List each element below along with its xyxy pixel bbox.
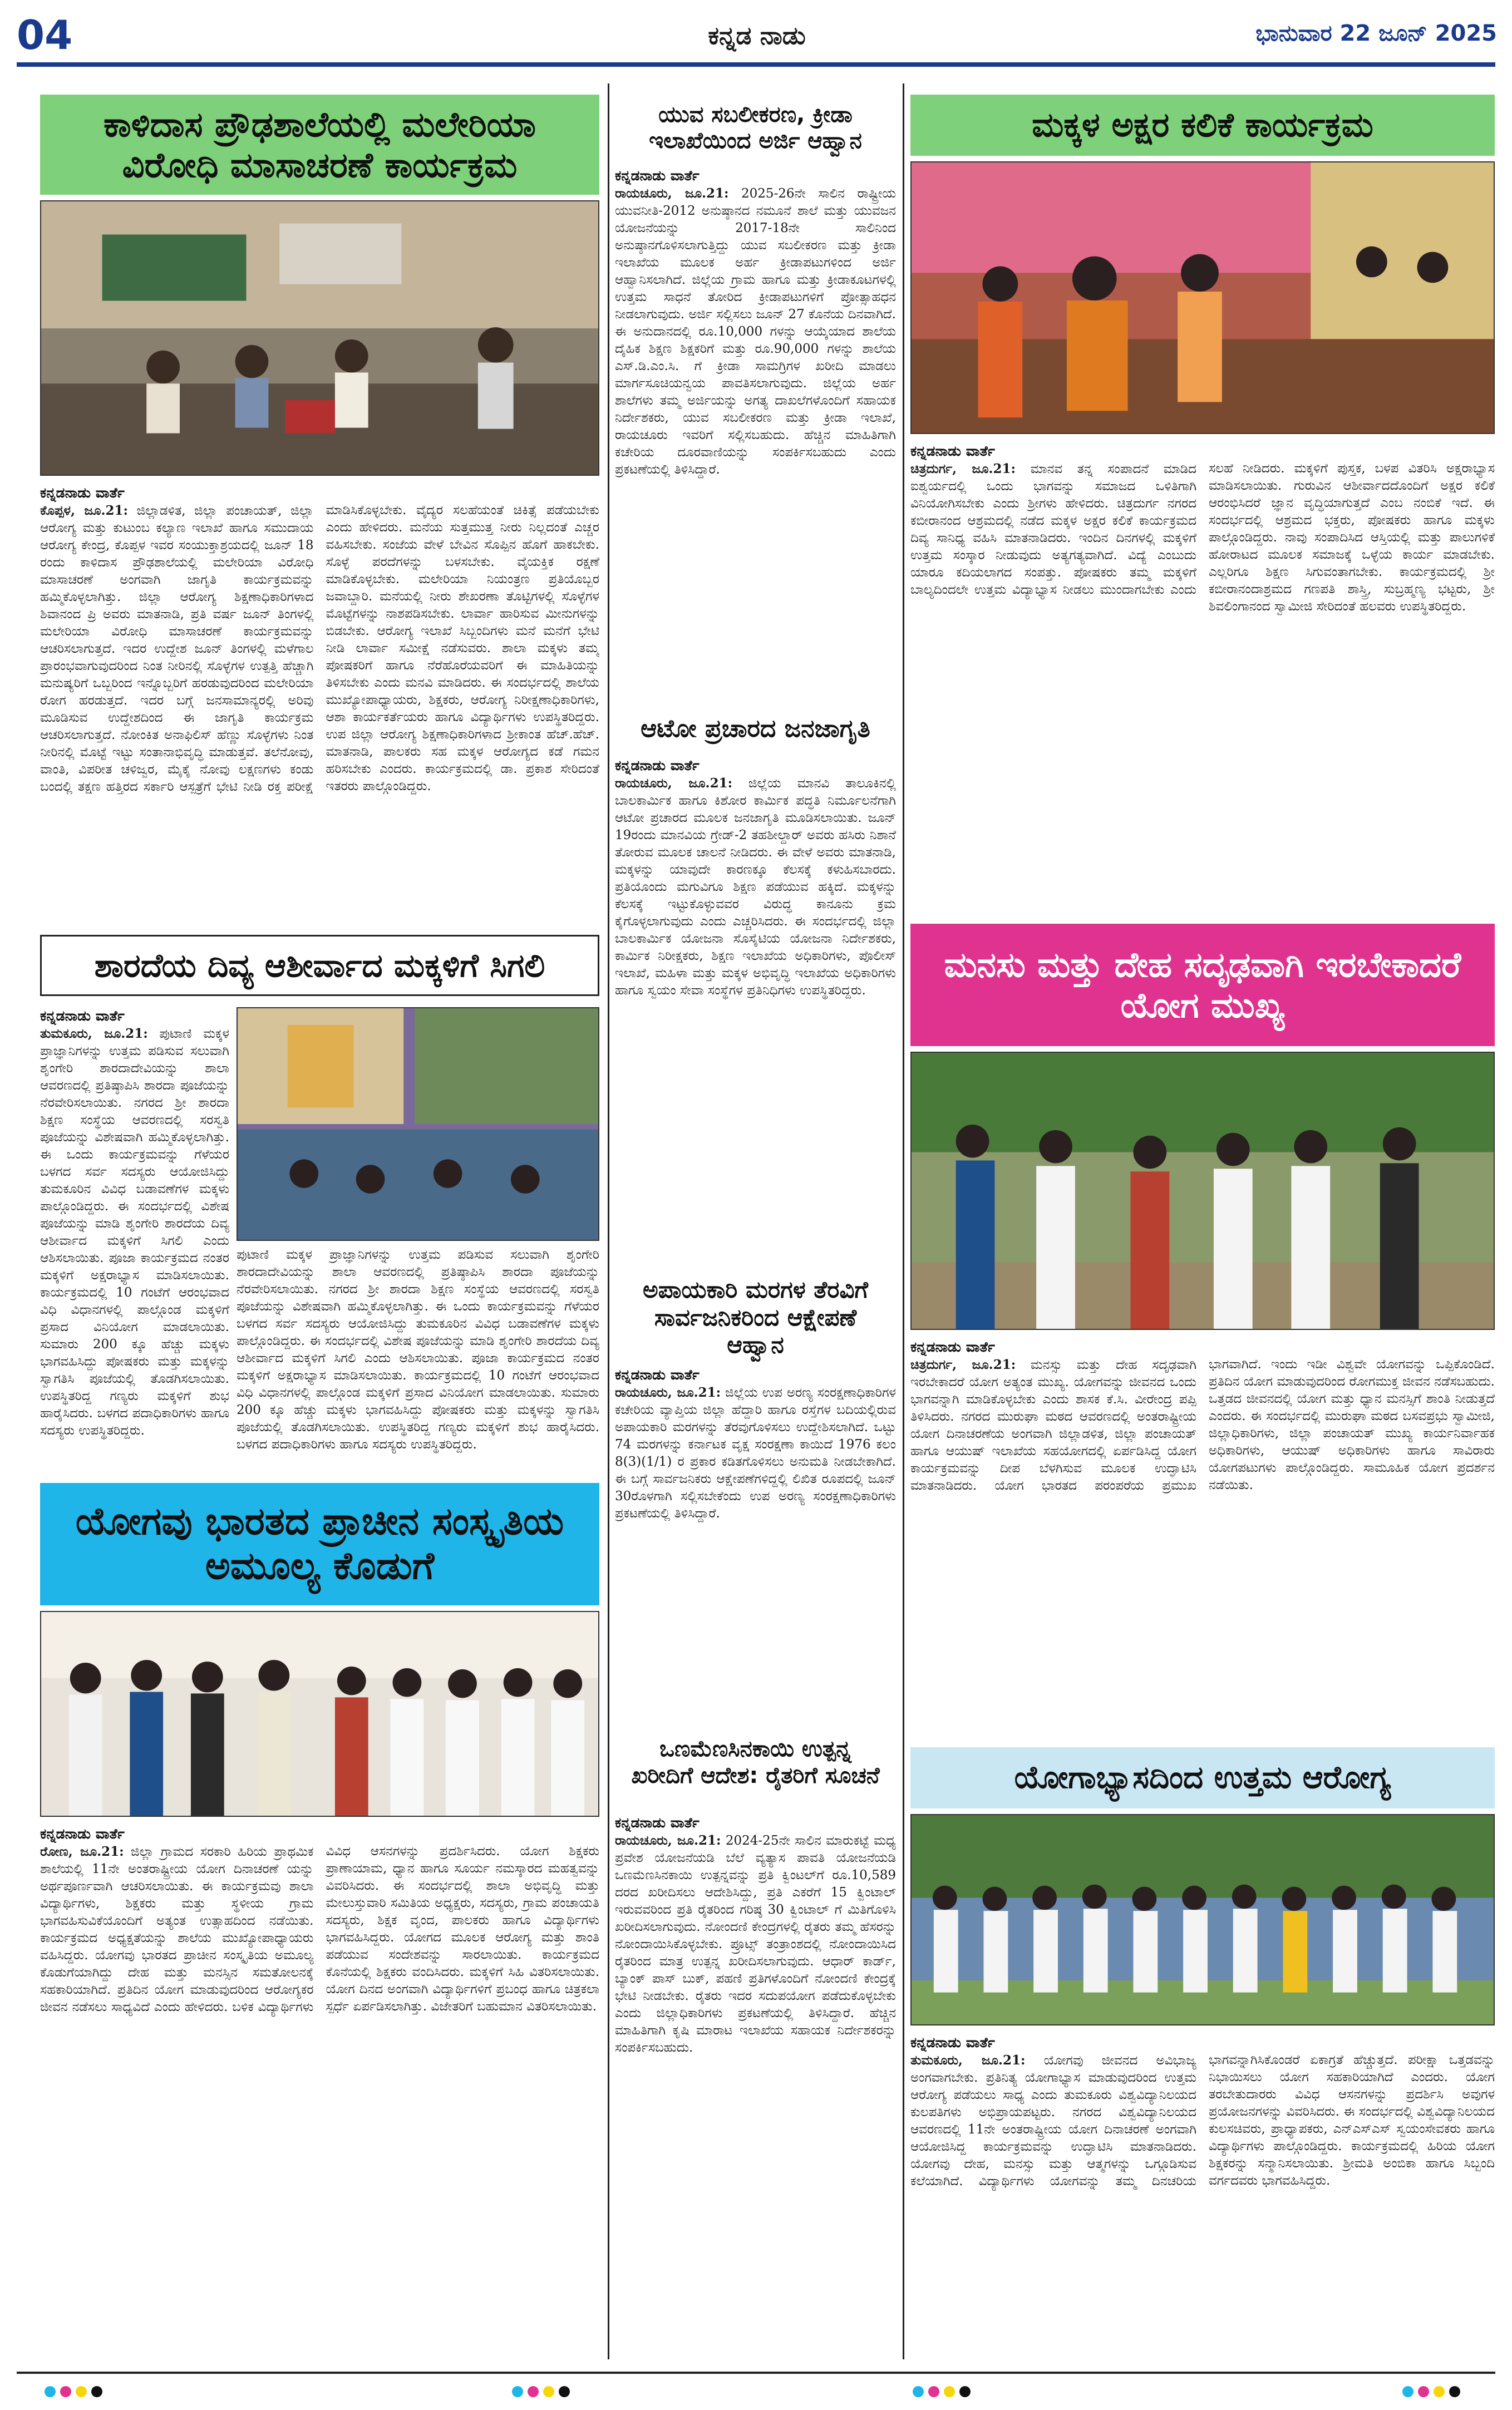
article-text: ಪುಟಾಣಿ ಮಕ್ಕಳ ಪ್ರಾಜ್ಞಾನಿಗಳನ್ನು ಉತ್ತಮ ಪಡಿಸುವ ಸಲುವಾಗಿ ಶೃಂಗೇರಿ ಶಾರದಾದೇವಿಯನ್ನು ಶಾಲಾ ಆವರಣದಲ್ಲಿ ಪ್ರತಿಷ್ಠಾಪಿಸಿ ಶಾರದಾ ಪೂಜೆಯನ್ನು ನೆರವೇರಿಸಲಾಯಿತು. ನಗರದ ಶ್ರೀ ಶಾರದಾ ಶಿಕ್ಷಣ ಸಂಸ್ಥೆಯ ಆವರಣದಲ್ಲಿ ಸರಸ್ವತಿ ಪೂಜೆಯನ್ನು ವಿಶೇಷವಾಗಿ ಹಮ್ಮಿಕೊಳ್ಳಲಾಗಿತ್ತು. ಈ ಒಂದು ಕಾರ್ಯಕ್ರಮವನ್ನು ಗೆಳೆಯರ ಬಳಗದ ಸರ್ವ ಸದಸ್ಯರು ಆಯೋಜಿಸಿದ್ದು ತುಮಕೂರಿನ ವಿವಿಧ ಬಡಾವಣೆಗಳ ಮಕ್ಕಳು ಪಾಲ್ಗೊಂಡಿದ್ದರು. ಈ ಸಂದರ್ಭದಲ್ಲಿ ವಿಶೇಷ ಪೂಜೆಯನ್ನು ಮಾಡಿ ಶೃಂಗೇರಿ ಶಾರದೆಯ ದಿವ್ಯ ಆಶೀರ್ವಾದ ಮಕ್ಕಳಿಗೆ ಸಿಗಲಿ ಎಂದು ಆಶಿಸಲಾಯಿತು. ಪೂಜಾ ಕಾರ್ಯಕ್ರಮದ ನಂತರ ಮಕ್ಕಳಿಗೆ ಅಕ್ಷರಾಭ್ಯಾಸ ಮಾಡಿಸಲಾಯಿತು. ಕಾರ್ಯಕ್ರಮದಲ್ಲಿ 10 ಗಂಟೆಗೆ ಆರಂಭವಾದ ವಿಧಿ ವಿಧಾನಗಳಲ್ಲಿ ಪಾಲ್ಗೊಂಡ ಮಕ್ಕಳಿಗೆ ಪ್ರಸಾದ ವಿನಿಯೋಗ ಮಾಡಲಾಯಿತು. ಸುಮಾರು 200 ಕ್ಕೂ ಹೆಚ್ಚು ಮಕ್ಕಳು ಭಾಗವಹಿಸಿದ್ದು ಪೋಷಕರು ಮತ್ತು ಮಕ್ಕಳನ್ನು ಸ್ವಾಗತಿಸಿ ಪೂಜೆಯಲ್ಲಿ ತೊಡಗಿಸಲಾಯಿತು. ಉಪಸ್ಥಿತರಿದ್ದ ಗಣ್ಯರು ಮಕ್ಕಳಿಗೆ ಶುಭ ಹಾರೈಸಿದರು. ಬಳಗದ ಪದಾಧಿಕಾರಿಗಳು ಹಾಗೂ ಸದಸ್ಯರು ಉಪಸ್ಥಿತರಿದ್ದರು. xyxy=(237,1248,599,1452)
cyan-dot xyxy=(1402,2386,1414,2397)
article-text: 2024-25ನೇ ಸಾಲಿನ ಮಾರುಕಟ್ಟೆ ಮಧ್ಯ ಪ್ರವೇಶ ಯೋಜನೆಯಡಿ ಬೆಲೆ ವ್ಯತ್ಯಾಸ ಪಾವತಿ ಯೋಜನೆಯಡಿ ಒಣಮೆಣಸಿನಕಾಯಿ ಉತ್ಪನ್ನವನ್ನು ಪ್ರತಿ ಕ್ವಿಂಟಲ್‌ಗೆ ರೂ.10,589 ದರದ ಖರೀದಿಸಲು ಆದೇಶಿಸಿದ್ದು, ಪ್ರತಿ ಎಕರೆಗೆ 15 ಕ್ವಿಂಟಾಲ್ ಇರುವವರಿಂದ ಪ್ರತಿ ರೈತರಿಂದ ಗರಿಷ್ಠ 30 ಕ್ವಿಂಟಾಲ್ ಗೆ ಮಿತಿಗೊಳಿಸಿ ಖರೀದಿಸಲಾಗುವುದು. ನೋಂದಣಿ ಕೇಂದ್ರಗಳಲ್ಲಿ ರೈತರು ತಮ್ಮ ಹೆಸರನ್ನು ನೋಂದಾಯಿಸಿಕೊಳ್ಳಬೇಕು. ಪ್ರೂಟ್ಸ್ ತಂತ್ರಾಂಶದಲ್ಲಿ ನೋಂದಾಯಿಸಿದ ರೈತರಿಂದ ಮಾತ್ರ ಉತ್ಪನ್ನ ಖರೀದಿಸಲಾಗುವುದು. ಆಧಾರ್ ಕಾರ್ಡ್, ಬ್ಯಾಂಕ್ ಪಾಸ್ ಬುಕ್, ಪಹಣಿ ಪ್ರತಿಗಳೊಂದಿಗೆ ನೋಂದಣಿ ಕೇಂದ್ರಕ್ಕೆ ಭೇಟಿ ನೀಡಬೇಕು. ರೈತರು ಇದರ ಸದುಪಯೋಗ ಪಡೆದುಕೊಳ್ಳಬೇಕು ಎಂದು ಜಿಲ್ಲಾಧಿಕಾರಿಗಳು ಪ್ರಕಟಣೆಯಲ್ಲಿ ತಿಳಿಸಿದ್ದಾರೆ. ಹೆಚ್ಚಿನ ಮಾಹಿತಿಗಾಗಿ ಕೃಷಿ ಮಾರಾಟ ಇಲಾಖೆಯ ಸಹಾಯಕ ನಿರ್ದೇಶಕರನ್ನು ಸಂಪರ್ಕಿಸಬಹುದು. xyxy=(615,1834,896,2055)
article-body xyxy=(615,775,896,1264)
article-body-continued xyxy=(237,1246,599,1463)
article-text: ಜಿಲ್ಲೆಯ ಉಪ ಅರಣ್ಯ ಸಂರಕ್ಷಣಾಧಿಕಾರಿಗಳ ಕಚೇರಿಯ ವ್ಯಾಪ್ತಿಯ ಜಿಲ್ಲಾ ಹೆದ್ದಾರಿ ಹಾಗೂ ರಸ್ತೆಗಳ ಬದಿಯಲ್ಲಿರುವ ಅಪಾಯಕಾರಿ ಮರಗಳನ್ನು ತೆರವುಗೊಳಿಸಲು ಉದ್ದೇಶಿಸಲಾಗಿದೆ. ಒಟ್ಟು 74 ಮರಗಳನ್ನು ಕರ್ನಾಟಕ ವೃಕ್ಷ ಸಂರಕ್ಷಣಾ ಕಾಯಿದೆ 1976 ಕಲಂ 8(3)(1/1) ರ ಪ್ರಕಾರ ಕಡಿತಗೊಳಿಸಲು ಅನುಮತಿ ನೀಡಬೇಕಾಗಿದೆ. ಈ ಬಗ್ಗೆ ಸಾರ್ವಜನಿಕರು ಆಕ್ಷೇಪಣೆಗಳಿದ್ದಲ್ಲಿ ಲಿಖಿತ ರೂಪದಲ್ಲಿ ಜೂನ್ 30ರೊಳಗಾಗಿ ಸಲ್ಲಿಸಬೇಕೆಂದು ಉಪ ಅರಣ್ಯ ಸಂರಕ್ಷಣಾಧಿಕಾರಿಗಳು ಪ್ರಕಟಣೆಯಲ್ಲಿ ತಿಳಿಸಿದ್ದಾರೆ. xyxy=(615,1386,896,1521)
sharada-article-cont xyxy=(237,1246,599,1463)
page-number: 04 xyxy=(17,12,73,58)
cyan-dot xyxy=(45,2386,56,2397)
yellow-dot xyxy=(1434,2386,1445,2397)
onion-headline: ಒಣಮೆಣಸಿನಕಾಯಿ ಉತ್ಪನ್ನ ಖರೀದಿಗೆ ಆದೇಶ: ರೈತರಿಗೆ ಸೂಚನೆ xyxy=(631,1736,880,1788)
byline: ಕನ್ನಡನಾಡು ವಾರ್ತೆ xyxy=(40,1008,125,1024)
group-photo-image xyxy=(912,1815,1494,2024)
byline: ಕನ್ನಡನಾಡು ವಾರ್ತೆ xyxy=(910,443,995,459)
malaria-article xyxy=(40,484,599,918)
article-text: ಮನಸ್ಸು ಮತ್ತು ದೇಹ ಸದೃಢವಾಗಿ ಇರಬೇಕಾದರೆ ಯೋಗ ಅತ್ಯಂತ ಮುಖ್ಯ. ಯೋಗವನ್ನು ಜೀವನದ ಒಂದು ಭಾಗವನ್ನಾಗಿ ಮಾಡಿಕೊಳ್ಳಬೇಕು ಎಂದು ಶಾಸಕ ಕೆ.ಸಿ. ವೀರೇಂದ್ರ ಪಪ್ಪಿ ತಿಳಿಸಿದರು. ನಗರದ ಮುರುಘಾ ಮಠದ ಆವರಣದಲ್ಲಿ ಅಂತರಾಷ್ಟ್ರೀಯ ಯೋಗ ದಿನಾಚರಣೆಯ ಅಂಗವಾಗಿ ಜಿಲ್ಲಾಡಳಿತ, ಜಿಲ್ಲಾ ಪಂಚಾಯತ್ ಹಾಗೂ ಆಯುಷ್ ಇಲಾಖೆಯ ಸಹಯೋಗದಲ್ಲಿ ಏರ್ಪಡಿಸಿದ್ದ ಯೋಗ ಕಾರ್ಯಕ್ರಮವನ್ನು ದೀಪ ಬೆಳಗಿಸುವ ಮೂಲಕ ಉದ್ಘಾಟಿಸಿ ಮಾತನಾಡಿದರು. ಯೋಗ ಭಾರತದ ಪರಂಪರೆಯ ಪ್ರಮುಖ ಭಾಗವಾಗಿದೆ. ಇಂದು ಇಡೀ ವಿಶ್ವವೇ ಯೋಗವನ್ನು ಒಪ್ಪಿಕೊಂಡಿದೆ. ಪ್ರತಿದಿನ ಯೋಗ ಮಾಡುವುದರಿಂದ ರೋಗಮುಕ್ತ ಜೀವನ ನಡೆಸಬಹುದು. ಒತ್ತಡದ ಜೀವನದಲ್ಲಿ ಯೋಗ ಮತ್ತು ಧ್ಯಾನ ಮನಸ್ಸಿಗೆ ಶಾಂತಿ ನೀಡುತ್ತದೆ ಎಂದರು. ಈ ಸಂದರ್ಭದಲ್ಲಿ ಮುರುಘಾ ಮಠದ ಬಸವಪ್ರಭು ಸ್ವಾಮೀಜಿ, ಜಿಲ್ಲಾಧಿಕಾರಿಗಳು, ಜಿಲ್ಲಾ ಪಂಚಾಯತ್ ಮುಖ್ಯ ಕಾರ್ಯನಿರ್ವಾಹಕ ಅಧಿಕಾರಿಗಳು, ಆಯುಷ್ ಅಧಿಕಾರಿಗಳು ಹಾಗೂ ಸಾವಿರಾರು ಯೋಗಪಟುಗಳು ಪಾಲ್ಗೊಂಡಿದ್ದರು. ಸಾಮೂಹಿಕ ಯೋಗ ಪ್ರದರ್ಶನ ನಡೆಯಿತು. xyxy=(910,1357,1495,1493)
color-registration-marks-right-2 xyxy=(1402,2386,1460,2397)
auto-awareness-article xyxy=(615,757,896,1269)
sharada-headline: ಶಾರದೆಯ ದಿವ್ಯ ಆಶೀರ್ವಾದ ಮಕ್ಕಳಿಗೆ ಸಿಗಲಿ xyxy=(40,935,599,996)
article-body xyxy=(615,185,896,697)
yoga-heritage-headline: ಯೋಗವು ಭಾರತದ ಪ್ರಾಚೀನ ಸಂಸ್ಕೃತಿಯ ಅಮೂಲ್ಯ ಕೊಡುಗೆ xyxy=(40,1483,599,1605)
article-body xyxy=(615,1384,896,1707)
lamp-lighting-image xyxy=(912,1053,1494,1329)
children-letters-article xyxy=(910,442,1495,904)
children-letters-photo xyxy=(910,161,1495,434)
header-date: ಭಾನುವಾರ 22 ಜೂನ್ 2025 xyxy=(1255,21,1497,46)
dateline: ಚಿತ್ರದುರ್ಗ, ಜೂ.21: xyxy=(910,461,1016,476)
auto-awareness-headline: ಆಟೋ ಪ್ರಚಾರದ ಜನಜಾಗೃತಿ xyxy=(641,714,870,743)
cyan-dot xyxy=(913,2386,924,2397)
sharada-article xyxy=(40,1007,229,1463)
magenta-dot xyxy=(528,2386,539,2397)
dateline: ರಾಯಚೂರು, ಜೂ.21: xyxy=(615,186,729,201)
black-dot xyxy=(91,2386,102,2397)
yoga-heritage-article xyxy=(40,1825,599,2359)
dateline: ರಾಯಚೂರು, ಜೂ.21: xyxy=(615,1833,721,1848)
children-letters-headline: ಮಕ್ಕಳ ಅಕ್ಷರ ಕಲಿಕೆ ಕಾರ್ಯಕ್ರಮ xyxy=(910,95,1495,156)
onion-article xyxy=(615,1814,896,2359)
article-text: ಜಿಲ್ಲೆಯ ಮಾನವಿ ತಾಲೂಕಿನಲ್ಲಿ ಬಾಲಕಾರ್ಮಿಕ ಹಾಗೂ ಕಿಶೋರ ಕಾರ್ಮಿಕ ಪದ್ಧತಿ ನಿರ್ಮೂಲನೆಗಾಗಿ ಆಟೋ ಪ್ರಚಾರದ ಮೂಲಕ ಜನಜಾಗೃತಿ ಮೂಡಿಸಲಾಯಿತು. ಜೂನ್ 19ರಂದು ಮಾನವಿಯ ಗ್ರೇಡ್-2 ತಹಶೀಲ್ದಾರ್ ಅವರು ಹಸಿರು ನಿಶಾನೆ ತೋರುವ ಮೂಲಕ ಚಾಲನೆ ನೀಡಿದರು. ಈ ವೇಳೆ ಅವರು ಮಾತನಾಡಿ, ಮಕ್ಕಳನ್ನು ಯಾವುದೇ ಕಾರಣಕ್ಕೂ ಕೆಲಸಕ್ಕೆ ಕಳುಹಿಸಬಾರದು. ಪ್ರತಿಯೊಂದು ಮಗುವಿಗೂ ಶಿಕ್ಷಣ ಪಡೆಯುವ ಹಕ್ಕಿದೆ. ಮಕ್ಕಳನ್ನು ಕೆಲಸಕ್ಕೆ ಇಟ್ಟುಕೊಳ್ಳುವವರ ವಿರುದ್ಧ ಕಾನೂನು ಕ್ರಮ ಕೈಗೊಳ್ಳಲಾಗುವುದು ಎಂದು ಎಚ್ಚರಿಸಿದರು. ಈ ಸಂದರ್ಭದಲ್ಲಿ ಜಿಲ್ಲಾ ಬಾಲಕಾರ್ಮಿಕ ಯೋಜನಾ ಸೊಸೈಟಿಯ ಯೋಜನಾ ನಿರ್ದೇಶಕರು, ಕಾರ್ಮಿಕ ನಿರೀಕ್ಷಕರು, ಶಿಕ್ಷಣ ಇಲಾಖೆಯ ಅಧಿಕಾರಿಗಳು, ಪೊಲೀಸ್ ಇಲಾಖೆ, ಮಹಿಳಾ ಮತ್ತು ಮಕ್ಕಳ ಅಭಿವೃದ್ಧಿ ಇಲಾಖೆಯ ಅಧಿಕಾರಿಗಳು ಹಾಗೂ ಸ್ವಯಂ ಸೇವಾ ಸಂಸ್ಥೆಗಳ ಪ್ರತಿನಿಧಿಗಳು ಉಪಸ್ಥಿತರಿದ್ದರು. xyxy=(615,776,896,998)
yellow-dot xyxy=(944,2386,955,2397)
magenta-dot xyxy=(928,2386,939,2397)
footer-rule xyxy=(17,2372,1495,2374)
header-rule xyxy=(17,62,1495,67)
mind-body-article xyxy=(910,1338,1495,1739)
byline: ಕನ್ನಡನಾಡು ವಾರ್ತೆ xyxy=(910,1339,995,1355)
article-text: ಯೋಗವು ಜೀವನದ ಅವಿಭಾಜ್ಯ ಅಂಗವಾಗಬೇಕು. ಪ್ರತಿನಿತ್ಯ ಯೋಗಾಭ್ಯಾಸ ಮಾಡುವುದರಿಂದ ಉತ್ತಮ ಆರೋಗ್ಯ ಪಡೆಯಲು ಸಾಧ್ಯ ಎಂದು ತುಮಕೂರು ವಿಶ್ವವಿದ್ಯಾನಿಲಯದ ಕುಲಪತಿಗಳು ಅಭಿಪ್ರಾಯಪಟ್ಟರು. ನಗರದ ವಿಶ್ವವಿದ್ಯಾನಿಲಯದ ಆವರಣದಲ್ಲಿ 11ನೇ ಅಂತರಾಷ್ಟ್ರೀಯ ಯೋಗ ದಿನಾಚರಣೆ ಅಂಗವಾಗಿ ಆಯೋಜಿಸಿದ್ದ ಕಾರ್ಯಕ್ರಮವನ್ನು ಉದ್ಘಾಟಿಸಿ ಮಾತನಾಡಿದರು. ಯೋಗವು ದೇಹ, ಮನಸ್ಸು ಮತ್ತು ಆತ್ಮಗಳನ್ನು ಒಗ್ಗೂಡಿಸುವ ಕಲೆಯಾಗಿದೆ. ವಿದ್ಯಾರ್ಥಿಗಳು ಯೋಗವನ್ನು ತಮ್ಮ ದಿನಚರಿಯ ಭಾಗವನ್ನಾಗಿಸಿಕೊಂಡರೆ ಏಕಾಗ್ರತೆ ಹೆಚ್ಚುತ್ತದೆ. ಪರೀಕ್ಷಾ ಒತ್ತಡವನ್ನು ನಿಭಾಯಿಸಲು ಯೋಗ ಸಹಕಾರಿಯಾಗಿದೆ ಎಂದರು. ಯೋಗ ತರಬೇತುದಾರರು ವಿವಿಧ ಆಸನಗಳನ್ನು ಪ್ರದರ್ಶಿಸಿ ಅವುಗಳ ಪ್ರಯೋಜನಗಳನ್ನು ವಿವರಿಸಿದರು. ಈ ಸಂದರ್ಭದಲ್ಲಿ ವಿಶ್ವವಿದ್ಯಾನಿಲಯದ ಕುಲಸಚಿವರು, ಪ್ರಾಧ್ಯಾಪಕರು, ಎನ್‌ಎಸ್‌ಎಸ್ ಸ್ವಯಂಸೇವಕರು ಹಾಗೂ ವಿದ್ಯಾರ್ಥಿಗಳು ಪಾಲ್ಗೊಂಡಿದ್ದರು. ಕಾರ್ಯಕ್ರಮದಲ್ಲಿ ಹಿರಿಯ ಯೋಗ ಶಿಕ್ಷಕರನ್ನು ಸನ್ಮಾನಿಸಲಾಯಿತು. ಶ್ರೀಮತಿ ಅಂಬಿಕಾ ಹಾಗೂ ಸಿಬ್ಬಂದಿ ವರ್ಗದವರು ಭಾಗವಹಿಸಿದ್ದರು. xyxy=(910,2053,1495,2189)
dateline: ತುಮಕೂರು, ಜೂ.21: xyxy=(40,1026,148,1041)
malaria-photo xyxy=(40,200,599,476)
yoga-health-headline: ಯೋಗಾಭ್ಯಾಸದಿಂದ ಉತ್ತಮ ಆರೋಗ್ಯ xyxy=(910,1747,1495,1808)
column-divider xyxy=(903,83,904,2359)
masthead: ಕನ್ನಡ ನಾಡು xyxy=(708,22,806,50)
yoga-health-article xyxy=(910,2034,1495,2359)
color-registration-marks-right-1 xyxy=(913,2386,971,2397)
article-body xyxy=(40,502,599,914)
youth-sports-article xyxy=(615,167,896,701)
yellow-dot xyxy=(76,2386,87,2397)
cyan-dot xyxy=(512,2386,523,2397)
article-body xyxy=(40,1843,599,2355)
black-dot xyxy=(959,2386,971,2397)
magenta-dot xyxy=(60,2386,71,2397)
byline: ಕನ್ನಡನಾಡು ವಾರ್ತೆ xyxy=(615,757,700,773)
byline: ಕನ್ನಡನಾಡು ವಾರ್ತೆ xyxy=(615,167,700,184)
dateline: ತುಮಕೂರು, ಜೂ.21: xyxy=(910,2053,1026,2068)
yoga-health-photo xyxy=(910,1814,1495,2025)
sharada-photo xyxy=(237,1007,599,1241)
dateline: ಚಿತ್ರದುರ್ಗ, ಜೂ.21: xyxy=(910,1357,1016,1372)
ashram-image xyxy=(912,162,1494,433)
article-body xyxy=(910,460,1495,900)
article-text: 2025-26ನೇ ಸಾಲಿನ ರಾಷ್ಟ್ರೀಯ ಯುವನೀತಿ-2012 ಅನುಷ್ಠಾನದ ನಮೂನೆ ಶಾಲೆ ಮತ್ತು ಯುವಜನ ಯೋಜನೆಯನ್ನು 2017-18ನೇ ಸಾಲಿನಿಂದ ಅನುಷ್ಠಾನಗೊಳಿಸಲಾಗುತ್ತಿದ್ದು ಯುವ ಸಬಲೀಕರಣ ಮತ್ತು ಕ್ರೀಡಾ ಇಲಾಖೆಯ ಮೂಲಕ ಅರ್ಹ ಕ್ರೀಡಾಪಟುಗಳಿಂದ ಅರ್ಜಿ ಆಹ್ವಾನಿಸಲಾಗಿದೆ. ಜಿಲ್ಲೆಯ ಗ್ರಾಮ ಹಾಗೂ ಮತ್ತು ಕ್ರೀಡಾಕೂಟಗಳಲ್ಲಿ ಉತ್ತಮ ಸಾಧನೆ ತೋರಿದ ಕ್ರೀಡಾಪಟುಗಳಿಗೆ ಪ್ರೋತ್ಸಾಹಧನ ನೀಡಲಾಗುವುದು. ಅರ್ಜಿ ಸಲ್ಲಿಸಲು ಜೂನ್ 27 ಕೊನೆಯ ದಿನವಾಗಿದೆ. ಈ ಅನುದಾನದಲ್ಲಿ ರೂ.10,000 ಗಳನ್ನು ಆಯ್ಕೆಯಾದ ಶಾಲೆಯ ದೈಹಿಕ ಶಿಕ್ಷಣ ಶಿಕ್ಷಕರಿಗೆ ಮತ್ತು ರೂ.90,000 ಗಳನ್ನು ಶಾಲೆಯ ಎಸ್.ಡಿ.ಎಂ.ಸಿ. ಗೆ ಕ್ರೀಡಾ ಸಾಮಗ್ರಿಗಳ ಖರೀದಿ ಮಾಡಲು ಮಾರ್ಗಸೂಚಿಯನ್ವಯ ಪಾವತಿಸಲಾಗುವುದು. ಜಿಲ್ಲೆಯ ಅರ್ಹ ಶಾಲೆಗಳು ತಮ್ಮ ಅರ್ಜಿಯನ್ನು ಅಗತ್ಯ ದಾಖಲೆಗಳೊಂದಿಗೆ ಸಹಾಯಕ ನಿರ್ದೇಶಕರು, ಯುವ ಸಬಲೀಕರಣ ಮತ್ತು ಕ್ರೀಡಾ ಇಲಾಖೆ, ರಾಯಚೂರು ಇವರಿಗೆ ಸಲ್ಲಿಸಬಹುದು. ಹೆಚ್ಚಿನ ಮಾಹಿತಿಗಾಗಿ ಕಚೇರಿಯ ದೂರವಾಣಿಯನ್ನು ಸಂಪರ್ಕಿಸಬಹುದು ಎಂದು ಪ್ರಕಟಣೆಯಲ್ಲಿ ತಿಳಿಸಿದ್ದಾರೆ. xyxy=(615,186,896,477)
youth-sports-headline: ಯುವ ಸಬಲೀಕರಣ, ಕ್ರೀಡಾ ಇಲಾಖೆಯಿಂದ ಅರ್ಜಿ ಆಹ್ವಾನ xyxy=(649,101,862,154)
color-registration-marks-center xyxy=(512,2386,570,2397)
article-text: ಜಿಲ್ಲಾಡಳಿತ, ಜಿಲ್ಲಾ ಪಂಚಾಯತ್, ಜಿಲ್ಲಾ ಆರೋಗ್ಯ ಮತ್ತು ಕುಟುಂಬ ಕಲ್ಯಾಣ ಇಲಾಖೆ ಹಾಗೂ ಸಮುದಾಯ ಆರೋಗ್ಯ ಕೇಂದ್ರ, ಕೊಪ್ಪಳ ಇವರ ಸಂಯುಕ್ತಾಶ್ರಯದಲ್ಲಿ ಜೂನ್ 18 ರಂದು ಕಾಳಿದಾಸ ಪ್ರೌಢಶಾಲೆಯಲ್ಲಿ ಮಲೇರಿಯಾ ವಿರೋಧಿ ಮಾಸಾಚರಣೆ ಅಂಗವಾಗಿ ಜಾಗೃತಿ ಕಾರ್ಯಕ್ರಮವನ್ನು ಹಮ್ಮಿಕೊಳ್ಳಲಾಗಿತ್ತು. ಜಿಲ್ಲಾ ಆರೋಗ್ಯ ಶಿಕ್ಷಣಾಧಿಕಾರಿಗಳಾದ ಶಿವಾನಂದ ಪ್ರಿ ಅವರು ಮಾತನಾಡಿ, ಪ್ರತಿ ವರ್ಷ ಜೂನ್ ತಿಂಗಳಲ್ಲಿ ಮಲೇರಿಯಾ ವಿರೋಧಿ ಮಾಸಾಚರಣೆ ಕಾರ್ಯಕ್ರಮವನ್ನು ಆಚರಿಸಲಾಗುತ್ತದೆ. ಇದರ ಉದ್ದೇಶ ಜೂನ್ ತಿಂಗಳಲ್ಲಿ ಮಳೆಗಾಲ ಪ್ರಾರಂಭವಾಗುವುದರಿಂದ ನಿಂತ ನೀರಿನಲ್ಲಿ ಸೊಳ್ಳೆಗಳ ಉತ್ಪತ್ತಿ ಹೆಚ್ಚಾಗಿ ಮನುಷ್ಯರಿಗೆ ಒಬ್ಬರಿಂದ ಇನ್ನೊಬ್ಬರಿಗೆ ಹರಡುವುದರಿಂದ ಮಲೇರಿಯಾ ರೋಗ ಹರಡುತ್ತದೆ. ಇದರ ಬಗ್ಗೆ ಜನಸಾಮಾನ್ಯರಲ್ಲಿ ಅರಿವು ಮೂಡಿಸುವ ಉದ್ದೇಶದಿಂದ ಈ ಜಾಗೃತಿ ಕಾರ್ಯಕ್ರಮ ಆಚರಿಸಲಾಗುತ್ತದೆ. ನೋಂಕಿತ ಅನಾಫಿಲಿಸ್ ಹೆಣ್ಣು ಸೊಳ್ಳೆಗಳು ನಿಂತ ನೀರಿನಲ್ಲಿ ಮೊಟ್ಟೆ ಇಟ್ಟು ಸಂತಾನಾಭಿವೃದ್ಧಿ ಮಾಡುತ್ತವೆ. ತಲೆನೋವು, ವಾಂತಿ, ವಿಪರೀತ ಚಳಿಜ್ವರ, ಮೈಕೈ ನೋವು ಲಕ್ಷಣಗಳು ಕಂಡು ಬಂದಲ್ಲಿ ತಕ್ಷಣ ಹತ್ತಿರದ ಸರ್ಕಾರಿ ಆಸ್ಪತ್ರೆಗೆ ಭೇಟಿ ನೀಡಿ ರಕ್ತ ಪರೀಕ್ಷೆ ಮಾಡಿಸಿಕೊಳ್ಳಬೇಕು. ವೈದ್ಯರ ಸಲಹೆಯಂತೆ ಚಿಕಿತ್ಸೆ ಪಡೆಯಬೇಕು ಎಂದು ಹೇಳಿದರು. ಮನೆಯ ಸುತ್ತಮುತ್ತ ನೀರು ನಿಲ್ಲದಂತೆ ಎಚ್ಚರ ವಹಿಸಬೇಕು. ಸಂಜೆಯ ವೇಳೆ ಬೇವಿನ ಸೊಪ್ಪಿನ ಹೊಗೆ ಹಾಕಬೇಕು. ಸೊಳ್ಳೆ ಪರದೆಗಳನ್ನು ಬಳಸಬೇಕು. ವೈಯಕ್ತಿಕ ರಕ್ಷಣೆ ಮಾಡಿಕೊಳ್ಳಬೇಕು. ಮಲೇರಿಯಾ ನಿಯಂತ್ರಣ ಪ್ರತಿಯೊಬ್ಬರ ಜವಾಬ್ದಾರಿ. ಮನೆಯಲ್ಲಿ ನೀರು ಶೇಖರಣಾ ತೊಟ್ಟಿಗಳಲ್ಲಿ ಸೊಳ್ಳೆಗಳ ಮೊಟ್ಟೆಗಳನ್ನು ನಾಶಪಡಿಸಬೇಕು. ಲಾರ್ವಾ ಹಾರಿಸುವ ಮೀನುಗಳನ್ನು ಬಿಡಬೇಕು. ಆರೋಗ್ಯ ಇಲಾಖೆ ಸಿಬ್ಬಂದಿಗಳು ಮನೆ ಮನೆಗೆ ಭೇಟಿ ನೀಡಿ ಲಾರ್ವಾ ಸಮೀಕ್ಷೆ ನಡೆಸುವರು. ಶಾಲಾ ಮಕ್ಕಳು ತಮ್ಮ ಪೋಷಕರಿಗೆ ಹಾಗೂ ನೆರೆಹೊರೆಯವರಿಗೆ ಈ ಮಾಹಿತಿಯನ್ನು ತಿಳಿಸಬೇಕು ಎಂದು ಮನವಿ ಮಾಡಿದರು. ಈ ಸಂದರ್ಭದಲ್ಲಿ ಶಾಲೆಯ ಮುಖ್ಯೋಪಾಧ್ಯಾಯರು, ಶಿಕ್ಷಕರು, ಆರೋಗ್ಯ ನಿರೀಕ್ಷಣಾಧಿಕಾರಿಗಳು, ಆಶಾ ಕಾರ್ಯಕರ್ತೆಯರು ಹಾಗೂ ವಿದ್ಯಾರ್ಥಿಗಳು ಉಪಸ್ಥಿತರಿದ್ದರು. ಉಪ ಜಿಲ್ಲಾ ಆರೋಗ್ಯ ಶಿಕ್ಷಣಾಧಿಕಾರಿಗಳಾದ ಶ್ರೀಕಾಂತ ಹೆಚ್.ಹೆಚ್. ಮಾತನಾಡಿ, ಪಾಲಕರು ಸಹ ಮಕ್ಕಳ ಆರೋಗ್ಯದ ಕಡೆ ಗಮನ ಹರಿಸಬೇಕು ಎಂದರು. ಕಾರ್ಯಕ್ರಮದಲ್ಲಿ ಡಾ. ಪ್ರಕಾಶ ಸೇರಿದಂತೆ ಇತರರು ಪಾಲ್ಗೊಂಡಿದ್ದರು. xyxy=(40,503,599,794)
byline: ಕನ್ನಡನಾಡು ವಾರ್ತೆ xyxy=(910,2034,995,2051)
byline: ಕನ್ನಡನಾಡು ವಾರ್ತೆ xyxy=(615,1367,700,1383)
dateline: ರೋಣ, ಜೂ.21: xyxy=(40,1844,124,1859)
magenta-dot xyxy=(1418,2386,1429,2397)
dateline: ರಾಯಚೂರು, ಜೂ.21: xyxy=(615,776,733,791)
dangerous-trees-article xyxy=(615,1366,896,1711)
dignitaries-image xyxy=(41,1612,598,1816)
black-dot xyxy=(1449,2386,1460,2397)
color-registration-marks-left xyxy=(45,2386,102,2397)
byline: ಕನ್ನಡನಾಡು ವಾರ್ತೆ xyxy=(40,485,125,501)
classroom-image xyxy=(41,201,598,475)
article-body xyxy=(910,2052,1495,2355)
mind-body-photo xyxy=(910,1052,1495,1330)
column-divider xyxy=(608,83,609,2359)
byline: ಕನ್ನಡನಾಡು ವಾರ್ತೆ xyxy=(40,1826,125,1842)
article-body xyxy=(40,1025,229,1459)
pooja-image xyxy=(238,1008,598,1240)
mind-body-headline: ಮನಸು ಮತ್ತು ದೇಹ ಸದೃಢವಾಗಿ ಇರಬೇಕಾದರೆ ಯೋಗ ಮುಖ್ಯ xyxy=(910,924,1495,1046)
yoga-heritage-photo xyxy=(40,1611,599,1817)
dangerous-trees-headline: ಅಪಾಯಕಾರಿ ಮರಗಳ ತೆರವಿಗೆ ಸಾರ್ವಜನಿಕರಿಂದ ಆಕ್ಷೇಪಣೆ ಆಹ್ವಾನ xyxy=(643,1276,868,1359)
dateline: ರಾಯಚೂರು, ಜೂ.21: xyxy=(615,1385,721,1400)
article-text: ಮಾನವ ತನ್ನ ಸಂಪಾದನೆ ಮಾಡಿದ ಐಶ್ವರ್ಯದಲ್ಲಿ ಒಂದು ಭಾಗವನ್ನು ಸಮಾಜದ ಒಳಿತಿಗಾಗಿ ವಿನಿಯೋಗಿಸಬೇಕು ಎಂದು ಶ್ರೀಗಳು ಹೇಳಿದರು. ಚಿತ್ರದುರ್ಗ ನಗರದ ಕಬೀರಾನಂದ ಆಶ್ರಮದಲ್ಲಿ ನಡೆದ ಮಕ್ಕಳ ಅಕ್ಷರ ಕಲಿಕೆ ಕಾರ್ಯಕ್ರಮದ ದಿವ್ಯ ಸಾನಿಧ್ಯ ವಹಿಸಿ ಮಾತನಾಡಿದರು. ಇಂದಿನ ದಿನಗಳಲ್ಲಿ ಮಕ್ಕಳಿಗೆ ಉತ್ತಮ ಸಂಸ್ಕಾರ ನೀಡುವುದು ಅತ್ಯಗತ್ಯವಾಗಿದೆ. ವಿದ್ಯೆ ಎಂಬುದು ಯಾರೂ ಕದಿಯಲಾಗದ ಸಂಪತ್ತು. ಪೋಷಕರು ತಮ್ಮ ಮಕ್ಕಳಿಗೆ ಬಾಲ್ಯದಿಂದಲೇ ಉತ್ತಮ ವಿದ್ಯಾಭ್ಯಾಸ ನೀಡಲು ಮುಂದಾಗಬೇಕು ಎಂದು ಸಲಹೆ ನೀಡಿದರು. ಮಕ್ಕಳಿಗೆ ಪುಸ್ತಕ, ಬಳಪ ವಿತರಿಸಿ ಅಕ್ಷರಾಭ್ಯಾಸ ಮಾಡಿಸಲಾಯಿತು. ಗುರುವಿನ ಆಶೀರ್ವಾದದೊಂದಿಗೆ ಅಕ್ಷರ ಕಲಿಕೆ ಆರಂಭಿಸಿದರೆ ಜ್ಞಾನ ವೃದ್ಧಿಯಾಗುತ್ತದೆ ಎಂಬ ನಂಬಿಕೆ ಇದೆ. ಈ ಸಂದರ್ಭದಲ್ಲಿ ಆಶ್ರಮದ ಭಕ್ತರು, ಪೋಷಕರು ಹಾಗೂ ಮಕ್ಕಳು ಪಾಲ್ಗೊಂಡಿದ್ದರು. ನಾವು ಸಂಪಾದಿಸಿದ ಆಸ್ತಿಯಲ್ಲಿ ಮತ್ತು ಪಾಲುಗಳಿಕೆ ಹೋರಾಟದ ಮೂಲಕ ಸಮಾಜಕ್ಕೆ ಒಳ್ಳೆಯ ಕಾರ್ಯ ಮಾಡಬೇಕು. ಎಲ್ಲರಿಗೂ ಶಿಕ್ಷಣ ಸಿಗುವಂತಾಗಬೇಕು. ಕಾರ್ಯಕ್ರಮದಲ್ಲಿ ಶ್ರೀ ಕಬೀರಾನಂದಾಶ್ರಮದ ಗಣಪತಿ ಶಾಸ್ತ್ರಿ, ಸುಬ್ರಹ್ಮಣ್ಯ ಭಟ್ಟರು, ಶ್ರೀ ಶಿವಲಿಂಗಾನಂದ ಸ್ವಾಮೀಜಿ ಸೇರಿದಂತೆ ಹಲವರು ಉಪಸ್ಥಿತರಿದ್ದರು. xyxy=(910,461,1495,614)
byline: ಕನ್ನಡನಾಡು ವಾರ್ತೆ xyxy=(615,1815,700,1831)
yellow-dot xyxy=(543,2386,554,2397)
article-body xyxy=(615,1832,896,2355)
dateline: ಕೊಪ್ಪಳ, ಜೂ.21: xyxy=(40,503,128,518)
article-text: ಜಿಲ್ಲಾ ಗ್ರಾಮದ ಸರಕಾರಿ ಹಿರಿಯ ಪ್ರಾಥಮಿಕ ಶಾಲೆಯಲ್ಲಿ 11ನೇ ಅಂತರಾಷ್ಟ್ರೀಯ ಯೋಗ ದಿನಾಚರಣೆ ಯನ್ನು ಅರ್ಥಪೂರ್ಣವಾಗಿ ಆಚರಿಸಲಾಯಿತು. ಈ ಕಾರ್ಯಕ್ರಮವು ಶಾಲಾ ವಿದ್ಯಾರ್ಥಿಗಳು, ಶಿಕ್ಷಕರು ಮತ್ತು ಸ್ಥಳೀಯ ಗ್ರಾಮ ಭಾಗವಹಿಸುವಿಕೆಯೊಂದಿಗೆ ಅತ್ಯಂತ ಉತ್ಸಾಹದಿಂದ ನಡೆಯಿತು. ಕಾರ್ಯಕ್ರಮದ ಅಧ್ಯಕ್ಷತೆಯನ್ನು ಶಾಲೆಯ ಮುಖ್ಯೋಪಾಧ್ಯಾಯರು ವಹಿಸಿದ್ದರು. ಯೋಗವು ಭಾರತದ ಪ್ರಾಚೀನ ಸಂಸ್ಕೃತಿಯ ಅಮೂಲ್ಯ ಕೊಡುಗೆಯಾಗಿದ್ದು ದೇಹ ಮತ್ತು ಮನಸ್ಸಿನ ಸಮತೋಲನಕ್ಕೆ ಸಹಕಾರಿಯಾಗಿದೆ. ಪ್ರತಿದಿನ ಯೋಗ ಮಾಡುವುದರಿಂದ ಆರೋಗ್ಯಕರ ಜೀವನ ನಡೆಸಲು ಸಾಧ್ಯವಿದೆ ಎಂದು ಹೇಳಿದರು. ಬಳಿಕ ವಿದ್ಯಾರ್ಥಿಗಳು ವಿವಿಧ ಆಸನಗಳನ್ನು ಪ್ರದರ್ಶಿಸಿದರು. ಯೋಗ ಶಿಕ್ಷಕರು ಪ್ರಾಣಾಯಾಮ, ಧ್ಯಾನ ಹಾಗೂ ಸೂರ್ಯ ನಮಸ್ಕಾರದ ಮಹತ್ವವನ್ನು ವಿವರಿಸಿದರು. ಈ ಸಂದರ್ಭದಲ್ಲಿ ಶಾಲಾ ಅಭಿವೃದ್ಧಿ ಮತ್ತು ಮೇಲುಸ್ತುವಾರಿ ಸಮಿತಿಯ ಅಧ್ಯಕ್ಷರು, ಸದಸ್ಯರು, ಗ್ರಾಮ ಪಂಚಾಯತಿ ಸದಸ್ಯರು, ಶಿಕ್ಷಕ ವೃಂದ, ಪಾಲಕರು ಹಾಗೂ ವಿದ್ಯಾರ್ಥಿಗಳು ಭಾಗವಹಿಸಿದ್ದರು. ಯೋಗದ ಮೂಲಕ ಆರೋಗ್ಯ ಮತ್ತು ಶಾಂತಿ ಪಡೆಯುವ ಸಂದೇಶವನ್ನು ಸಾರಲಾಯಿತು. ಕಾರ್ಯಕ್ರಮದ ಕೊನೆಯಲ್ಲಿ ಶಿಕ್ಷಕರು ವಂದಿಸಿದರು. ಮಕ್ಕಳಿಗೆ ಸಿಹಿ ವಿತರಿಸಲಾಯಿತು. ಯೋಗ ದಿನದ ಅಂಗವಾಗಿ ವಿದ್ಯಾರ್ಥಿಗಳಿಗೆ ಪ್ರಬಂಧ ಹಾಗೂ ಚಿತ್ರಕಲಾ ಸ್ಪರ್ಧೆ ಏರ್ಪಡಿಸಲಾಗಿತ್ತು. ವಿಜೇತರಿಗೆ ಬಹುಮಾನ ವಿತರಿಸಲಾಯಿತು. xyxy=(40,1844,599,2014)
black-dot xyxy=(559,2386,570,2397)
malaria-headline: ಕಾಳಿದಾಸ ಪ್ರೌಢಶಾಲೆಯಲ್ಲಿ ಮಲೇರಿಯಾ ವಿರೋಧಿ ಮಾಸಾಚರಣೆ ಕಾರ್ಯಕ್ರಮ xyxy=(40,95,599,195)
article-text: ಪುಟಾಣಿ ಮಕ್ಕಳ ಪ್ರಾಜ್ಞಾನಿಗಳನ್ನು ಉತ್ತಮ ಪಡಿಸುವ ಸಲುವಾಗಿ ಶೃಂಗೇರಿ ಶಾರದಾದೇವಿಯನ್ನು ಶಾಲಾ ಆವರಣದಲ್ಲಿ ಪ್ರತಿಷ್ಠಾಪಿಸಿ ಶಾರದಾ ಪೂಜೆಯನ್ನು ನೆರವೇರಿಸಲಾಯಿತು. ನಗರದ ಶ್ರೀ ಶಾರದಾ ಶಿಕ್ಷಣ ಸಂಸ್ಥೆಯ ಆವರಣದಲ್ಲಿ ಸರಸ್ವತಿ ಪೂಜೆಯನ್ನು ವಿಶೇಷವಾಗಿ ಹಮ್ಮಿಕೊಳ್ಳಲಾಗಿತ್ತು. ಈ ಒಂದು ಕಾರ್ಯಕ್ರಮವನ್ನು ಗೆಳೆಯರ ಬಳಗದ ಸರ್ವ ಸದಸ್ಯರು ಆಯೋಜಿಸಿದ್ದು ತುಮಕೂರಿನ ವಿವಿಧ ಬಡಾವಣೆಗಳ ಮಕ್ಕಳು ಪಾಲ್ಗೊಂಡಿದ್ದರು. ಈ ಸಂದರ್ಭದಲ್ಲಿ ವಿಶೇಷ ಪೂಜೆಯನ್ನು ಮಾಡಿ ಶೃಂಗೇರಿ ಶಾರದೆಯ ದಿವ್ಯ ಆಶೀರ್ವಾದ ಮಕ್ಕಳಿಗೆ ಸಿಗಲಿ ಎಂದು ಆಶಿಸಲಾಯಿತು. ಪೂಜಾ ಕಾರ್ಯಕ್ರಮದ ನಂತರ ಮಕ್ಕಳಿಗೆ ಅಕ್ಷರಾಭ್ಯಾಸ ಮಾಡಿಸಲಾಯಿತು. ಕಾರ್ಯಕ್ರಮದಲ್ಲಿ 10 ಗಂಟೆಗೆ ಆರಂಭವಾದ ವಿಧಿ ವಿಧಾನಗಳಲ್ಲಿ ಪಾಲ್ಗೊಂಡ ಮಕ್ಕಳಿಗೆ ಪ್ರಸಾದ ವಿನಿಯೋಗ ಮಾಡಲಾಯಿತು. ಸುಮಾರು 200 ಕ್ಕೂ ಹೆಚ್ಚು ಮಕ್ಕಳು ಭಾಗವಹಿಸಿದ್ದು ಪೋಷಕರು ಮತ್ತು ಮಕ್ಕಳನ್ನು ಸ್ವಾಗತಿಸಿ ಪೂಜೆಯಲ್ಲಿ ತೊಡಗಿಸಲಾಯಿತು. ಉಪಸ್ಥಿತರಿದ್ದ ಗಣ್ಯರು ಮಕ್ಕಳಿಗೆ ಶುಭ ಹಾರೈಸಿದರು. ಬಳಗದ ಪದಾಧಿಕಾರಿಗಳು ಹಾಗೂ ಸದಸ್ಯರು ಉಪಸ್ಥಿತರಿದ್ದರು. xyxy=(40,1027,229,1438)
article-body xyxy=(910,1356,1495,1734)
